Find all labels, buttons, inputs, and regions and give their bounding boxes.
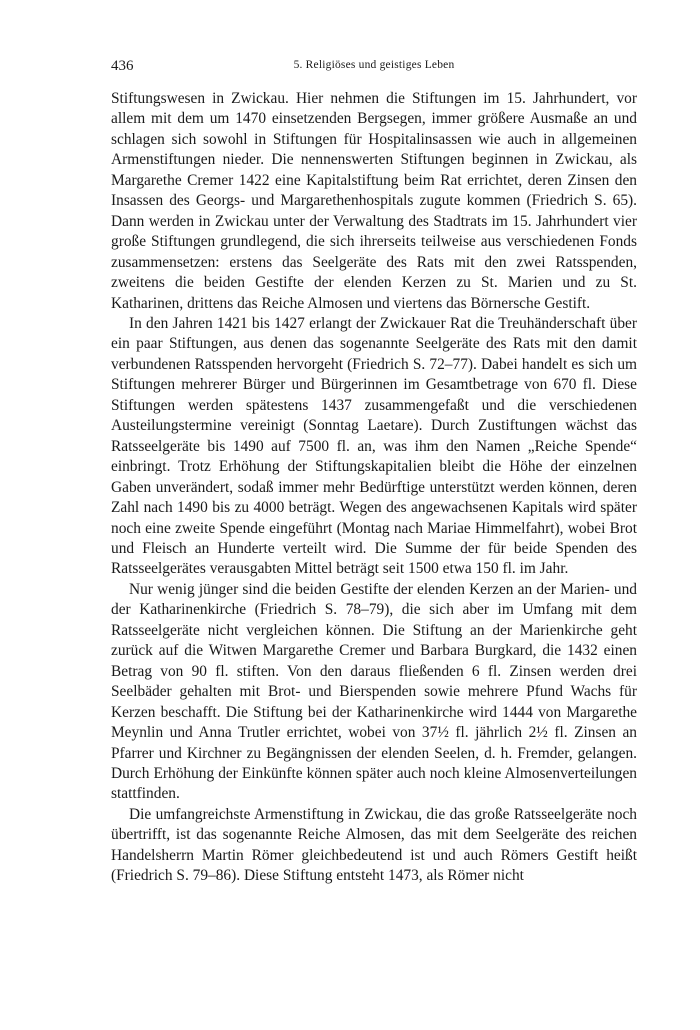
paragraph: Die umfangreichste Armenstiftung in Zwickau, die das große Ratsseelgeräte noch übertrifft, ist das sogenannte Reiche Almosen, das mit dem Seelgeräte des reichen Handelsherrn Martin Römer gleichbedeutend ist und auch Römers Gestift heißt (Friedrich S. 79–86). Diese Stiftung entsteht 1473, als Römer nicht: [111, 805, 637, 885]
body-text: [111, 89, 637, 887]
paragraph: Nur wenig jünger sind die beiden Gestifte der elenden Kerzen an der Marien- und der Katharinenkirche (Friedrich S. 78–79), die sich aber im Umfang mit dem Ratsseelgeräte nicht vergleichen können. Die Stiftung an der Marienkirche geht zurück auf die Witwen Margarethe Cremer und Barbara Burgkard, die 1432 einen Betrag von 90 fl. stiften. Von den daraus fließenden 6 fl. Zinsen werden drei Seelbäder gehalten mit Brot- und Bierspenden sowie mehrere Pfund Wachs für Kerzen beschafft. Die Stiftung bei der Katharinenkirche wird 1444 von Margarethe Meynlin und Anna Trutler errichtet, wobei von 37½ fl. jährlich 2½ fl. Zinsen an Pfarrer und Kirchner zu Begängnissen der elenden Seelen, d. h. Fremder, gelangen. Durch Erhöhung der Einkünfte können später auch noch kleine Almosenverteilungen stattfinden.: [111, 580, 637, 803]
page-header: [111, 58, 637, 78]
page-number: 436: [111, 58, 134, 74]
running-head: 5. Religiöses und geistiges Leben: [293, 59, 455, 71]
paragraph: In den Jahren 1421 bis 1427 erlangt der Zwickauer Rat die Treuhänderschaft über ein paar Stiftungen, aus denen das sogenannte Seelgeräte des Rats mit den damit verbundenen Ratsspenden hervorgeht (Friedrich S. 72–77). Dabei handelt es sich um Stiftungen mehrerer Bürger und Bürgerinnen im Gesamtbetrage von 670 fl. Diese Stiftungen werden spätestens 1437 zusammengefaßt und die verschiedenen Austeilungstermine vereinigt (Sonntag Laetare). Durch Zustiftungen wächst das Ratsseelgeräte bis 1490 auf 7500 fl. an, was ihm den Namen „Reiche Spende“ einbringt. Trotz Erhöhung der Stiftungskapitalien bleibt die Höhe der einzelnen Gaben unverändert, sodaß immer mehr Bedürftige unterstützt werden können, deren Zahl nach 1490 bis zu 4000 beträgt. Wegen des angewachsenen Kapitals wird später noch eine zweite Spende eingeführt (Montag nach Mariae Himmelfahrt), wobei Brot und Fleisch an Hunderte verteilt wird. Die Summe der für beide Spenden des Ratsseelgerätes verausgabten Mittel beträgt seit 1500 etwa 150 fl. im Jahr.: [111, 314, 637, 578]
paragraph: Stiftungswesen in Zwickau. Hier nehmen die Stiftungen im 15. Jahrhundert, vor allem mit dem um 1470 einsetzenden Bergsegen, immer größere Ausmaße an und schlagen sich sowohl in Stiftungen für Hospitalinsassen wie auch in allgemeinen Armenstiftungen nieder. Die nennenswerten Stiftungen beginnen in Zwickau, als Margarethe Cremer 1422 eine Kapitalstiftung beim Rat errichtet, deren Zinsen den Insassen des Georgs- und Margarethenhospitals zugute kommen (Friedrich S. 65). Dann werden in Zwickau unter der Verwaltung des Stadtrats im 15. Jahrhundert vier große Stiftungen grundlegend, die sich ihrerseits teilweise aus verschiedenen Fonds zusammensetzen: erstens das Seelgeräte des Rats mit den zwei Ratsspenden, zweitens die beiden Gestifte der elenden Kerzen zu St. Marien und zu St. Katharinen, drittens das Reiche Almosen und viertens das Börnersche Gestift.: [111, 90, 637, 312]
